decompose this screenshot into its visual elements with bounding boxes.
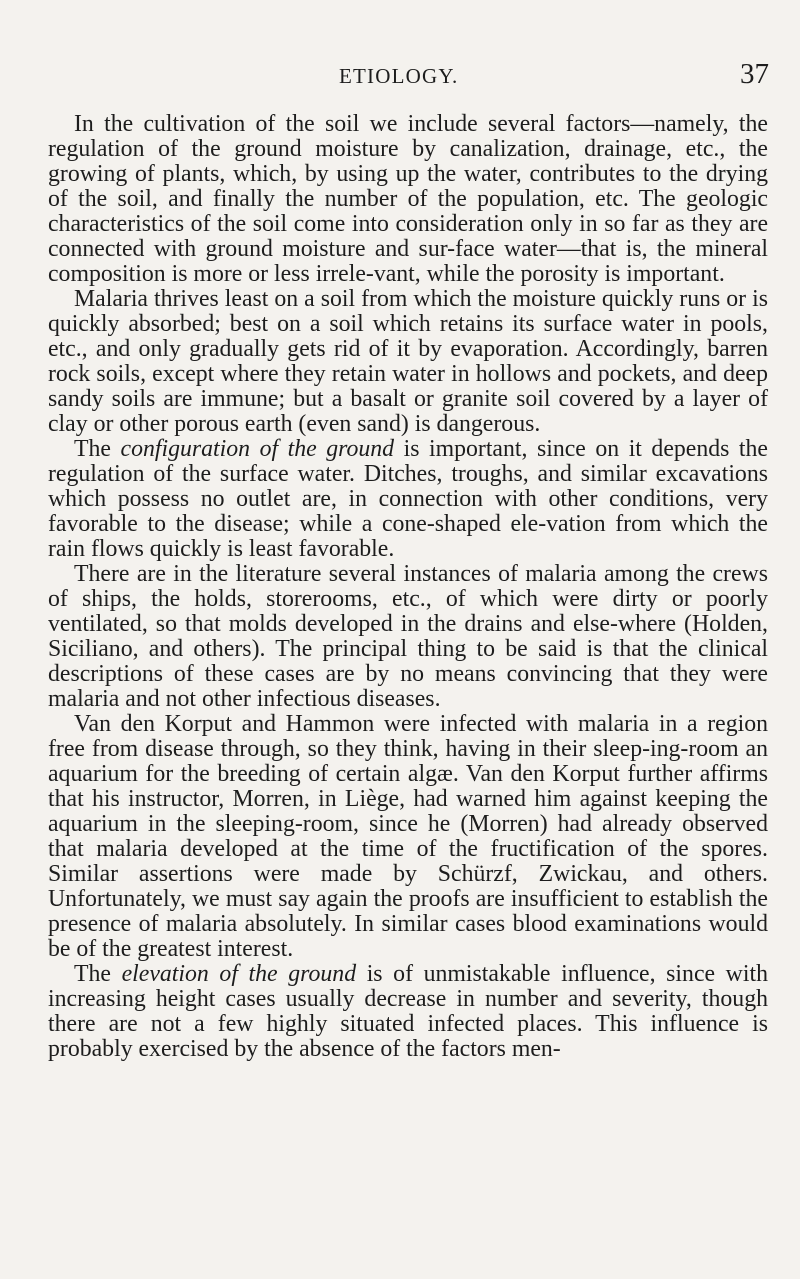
paragraph-configuration-lead: The: [74, 436, 121, 462]
paragraph-elevation-rest: is of unmistakable influence, since with increasing height cases usually decrease in number and severity, though there are not a few highly situated infected places. This influence is probably exercised by the absence of the factors men-: [48, 961, 768, 1062]
paragraph-configuration: [48, 437, 768, 562]
paragraph-elevation-lead: The: [74, 961, 122, 987]
paragraph-elevation-emphasis: elevation of the ground: [121, 961, 357, 987]
paragraph-malaria-soil: Malaria thrives least on a soil from which the moisture quickly runs or is quickly absorbed; best on a soil which retains its surface water in pools, etc., and only gradually gets rid of it by evaporation. Accordingly, barren rock soils, except where they retain water in hollows and pockets, and deep sandy soils are immune; but a basalt or granite soil covered by a layer of clay or other porous earth (even sand) is dangerous.: [48, 286, 768, 437]
page-number: 37: [740, 58, 769, 90]
running-head: [0, 60, 800, 94]
body-text: [48, 112, 768, 1062]
paragraph-aquarium: Van den Korput and Hammon were infected with malaria in a region free from disease through, so they think, having in their sleep-ing-room an aquarium for the breeding of certain algæ. Van den Korput further affirms that his instructor, Morren, in Liège, had warned him against keeping the aquarium in the sleeping-room, since he (Morren) had already observed that malaria developed at the time of the fructification of the spores. Similar assertions were made by Schürzf, Zwickau, and others. Unfortunately, we must say again the proofs are insufficient to establish the presence of malaria absolutely. In similar cases blood examinations would be of the greatest interest.: [48, 711, 768, 962]
paragraph-configuration-emphasis: configuration of the ground: [120, 436, 395, 462]
paragraph-elevation: [48, 962, 768, 1062]
paragraph-cultivation: In the cultivation of the soil we include several factors—namely, the regulation of the ground moisture by canalization, drainage, etc., the growing of plants, which, by using up the water, contributes to the drying of the soil, and finally the number of the population, etc. The geologic characteristics of the soil come into consideration only in so far as they are connected with ground moisture and sur-face water—that is, the mineral composition is more or less irrele-vant, while the porosity is important.: [48, 111, 768, 287]
running-title: ETIOLOGY.: [339, 64, 459, 88]
paragraph-configuration-rest: is important, since on it depends the regulation of the surface water. Ditches, troughs, and similar excavations which possess no outlet are, in connection with other conditions, very favorable to the disease; while a cone-shaped ele-vation from which the rain flows quickly is least favorable.: [48, 436, 768, 562]
paragraph-ships: There are in the literature several instances of malaria among the crews of ships, the holds, storerooms, etc., of which were dirty or poorly ventilated, so that molds developed in the drains and else-where (Holden, Siciliano, and others). The principal thing to be said is that the clinical descriptions of these cases are by no means convincing that they were malaria and not other infectious diseases.: [48, 561, 768, 712]
